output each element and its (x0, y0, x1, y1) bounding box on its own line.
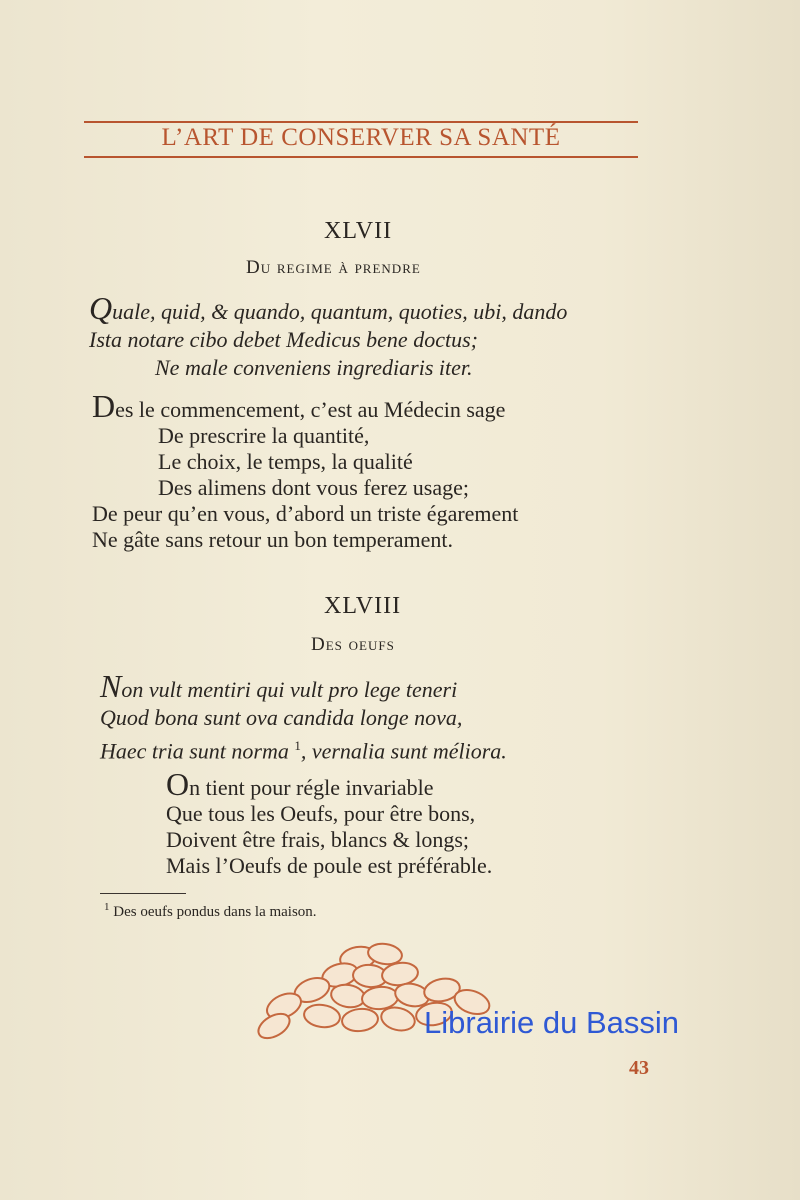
footnote-mark: 1 (104, 901, 110, 913)
french-line-text: es le commencement, c’est au Médecin sage (115, 397, 506, 422)
running-head-top-rule (84, 121, 638, 123)
section-numeral-xlviii: XLVIII (324, 593, 402, 619)
running-head-bottom-rule (84, 156, 638, 158)
drop-cap: Q (89, 290, 113, 326)
french-verse-2 (166, 766, 493, 879)
latin-verse-1 (89, 290, 568, 382)
footnote (104, 901, 317, 921)
section-numeral-xlvii: XLVII (324, 218, 393, 244)
french-line: Des alimens dont vous ferez usage; (158, 475, 469, 500)
french-line: Doivent être frais, blancs & longs; (166, 827, 470, 852)
french-line (92, 388, 518, 424)
latin-line: Quod bona sunt ova candida longe nova, (100, 705, 463, 730)
latin-line: Ista notare cibo debet Medicus bene doctus; (89, 327, 478, 352)
running-head: L’ART DE CONSERVER SA SANTÉ (161, 124, 561, 151)
latin-line (89, 290, 568, 326)
drop-cap: O (166, 766, 190, 802)
footnote-rule (100, 893, 186, 894)
french-verse-1 (92, 388, 519, 553)
french-line: Que tous les Oeufs, pour être bons, (166, 801, 476, 826)
section-title-regime: Du regime à prendre (246, 257, 421, 278)
latin-line-text: on vult mentiri qui vult pro lege teneri (121, 677, 458, 702)
footnote-text: Des oeufs pondus dans la maison. (113, 904, 317, 920)
bookseller-watermark: Librairie du Bassin (424, 1005, 680, 1040)
drop-cap: N (100, 668, 122, 704)
section-title-oeufs: Des oeufs (311, 634, 395, 655)
latin-line-text: Haec tria sunt norma (100, 738, 289, 764)
latin-line-text: uale, quid, & quando, quantum, quoties, ubi, dando (112, 299, 568, 324)
latin-line (100, 732, 507, 765)
latin-line-text: , vernalia sunt méliora. (300, 738, 507, 764)
french-line: De peur qu’en vous, d’abord un triste égarement (92, 501, 519, 526)
french-line: Mais l’Oeufs de poule est préférable. (166, 853, 493, 878)
page-number: 43 (629, 1057, 649, 1079)
french-line: De prescrire la quantité, (158, 423, 370, 448)
french-line-text: n tient pour régle invariable (189, 775, 434, 800)
french-line: Le choix, le temps, la qualité (158, 449, 413, 474)
footnote-reference: 1 (294, 738, 301, 753)
latin-line (100, 668, 507, 704)
drop-cap: D (92, 388, 116, 424)
french-line (166, 766, 492, 802)
french-line: Ne gâte sans retour un bon temperament. (92, 527, 454, 552)
latin-line: Ne male conveniens ingrediaris iter. (155, 355, 473, 380)
latin-verse-2 (100, 668, 507, 765)
